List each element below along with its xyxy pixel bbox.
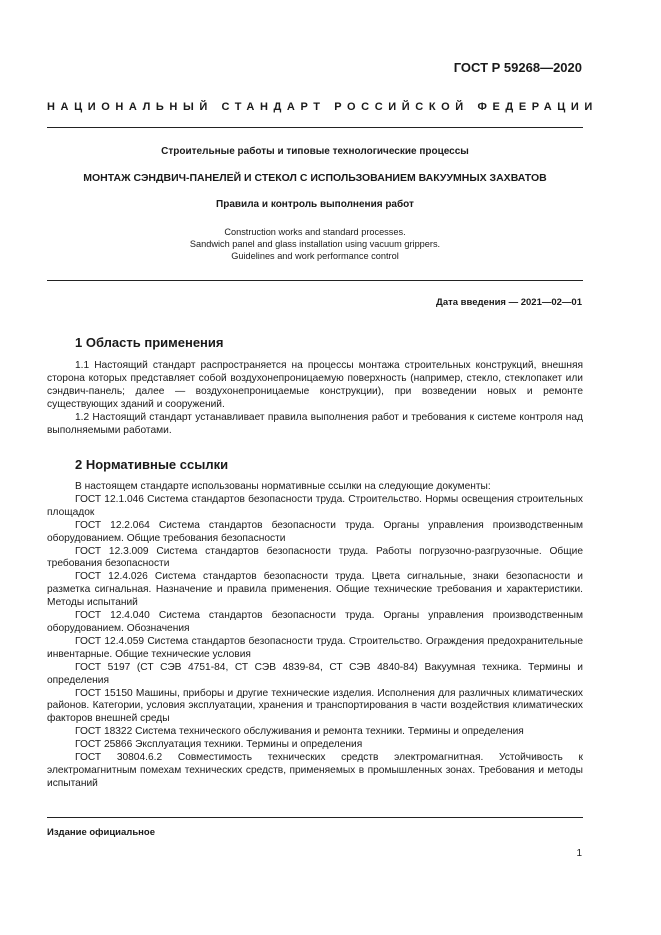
national-standard-banner: НАЦИОНАЛЬНЫЙ СТАНДАРТ РОССИЙСКОЙ ФЕДЕРАЦИИ — [47, 101, 598, 113]
title-group: Строительные работы и типовые технологические процессы — [161, 146, 469, 157]
title-rule — [47, 280, 583, 281]
section-2-heading: 2 Нормативные ссылки — [75, 457, 229, 472]
reference-item: ГОСТ 18322 Система технического обслуживания и ремонта техники. Термины и определения — [75, 726, 524, 738]
introduction-date: Дата введения — 2021—02—01 — [436, 297, 582, 308]
title-sub: Правила и контроль выполнения работ — [216, 199, 414, 210]
reference-item: ГОСТ 15150 Машины, приборы и другие технические изделия. Исполнения для различных климатических районов. Категории, условия эксплуатации, хранения и транспортирования в части воздействия климатических факторов внешней среды — [47, 687, 583, 725]
reference-item: ГОСТ 30804.6.2 Совместимость технических средств электромагнитная. Устойчивость к электромагнитным помехам технических средств, применяемых в промышленных зонах. Требования и методы испытаний — [47, 752, 583, 789]
page-number: 1 — [576, 848, 582, 859]
section-1-heading: 1 Область применения — [75, 335, 224, 350]
standard-number: ГОСТ Р 59268—2020 — [453, 60, 582, 75]
reference-item: ГОСТ 12.4.026 Система стандартов безопасности труда. Цвета сигнальные, знаки безопасности и разметка сигнальная. Назначение и правила применения. Общие технические требования и характеристики. Методы испытаний — [47, 571, 583, 609]
reference-item: ГОСТ 12.4.040 Система стандартов безопасности труда. Органы управления производственным оборудованием. Обозначения — [47, 610, 583, 634]
reference-item: ГОСТ 12.3.009 Система стандартов безопасности труда. Работы погрузочно-разгрузочные. Общие требования безопасности — [47, 545, 583, 570]
paragraph: 1.1 Настоящий стандарт распространяется на процессы монтажа строительных конструкций, внешняя сторона которых представляет собой воздухонепроницаемую поверхность (например, стекло, стеклопакет или сэндвич-панель; далее — воздухонепроницаемые конструкции), при возведении новых и ремонте существующих зданий и сооружений. — [47, 360, 583, 410]
footer-rule — [47, 817, 583, 818]
reference-item: ГОСТ 5197 (СТ СЭВ 4751-84, СТ СЭВ 4839-84, СТ СЭВ 4840-84) Вакуумная техника. Термины и определения — [47, 661, 583, 686]
english-title-line: Construction works and standard processes. — [224, 227, 406, 237]
english-title-line: Guidelines and work performance control — [231, 251, 399, 261]
section-1-body — [47, 360, 583, 437]
english-title-line: Sandwich panel and glass installation using vacuum grippers. — [189, 239, 441, 249]
top-rule — [47, 127, 583, 128]
official-edition-label: Издание официальное — [47, 827, 155, 838]
reference-item: ГОСТ 25866 Эксплуатация техники. Термины и определения — [75, 739, 363, 751]
paragraph: В настоящем стандарте использованы нормативные ссылки на следующие документы: — [75, 481, 491, 492]
reference-item: ГОСТ 12.4.059 Система стандартов безопасности труда. Строительство. Ограждения предохранительные инвентарные. Общие технические условия — [47, 635, 583, 660]
paragraph: 1.2 Настоящий стандарт устанавливает правила выполнения работ и требования к системе контроля над выполняемыми работами. — [47, 411, 583, 436]
section-2-body — [47, 481, 583, 791]
reference-item: ГОСТ 12.2.064 Система стандартов безопасности труда. Органы управления производственным оборудованием. Общие требования безопасности — [47, 519, 583, 544]
title-main: МОНТАЖ СЭНДВИЧ-ПАНЕЛЕЙ И СТЕКОЛ С ИСПОЛЬЗОВАНИЕМ ВАКУУМНЫХ ЗАХВАТОВ — [83, 172, 547, 184]
reference-item: ГОСТ 12.1.046 Система стандартов безопасности труда. Строительство. Нормы освещения строительных площадок — [47, 493, 583, 518]
